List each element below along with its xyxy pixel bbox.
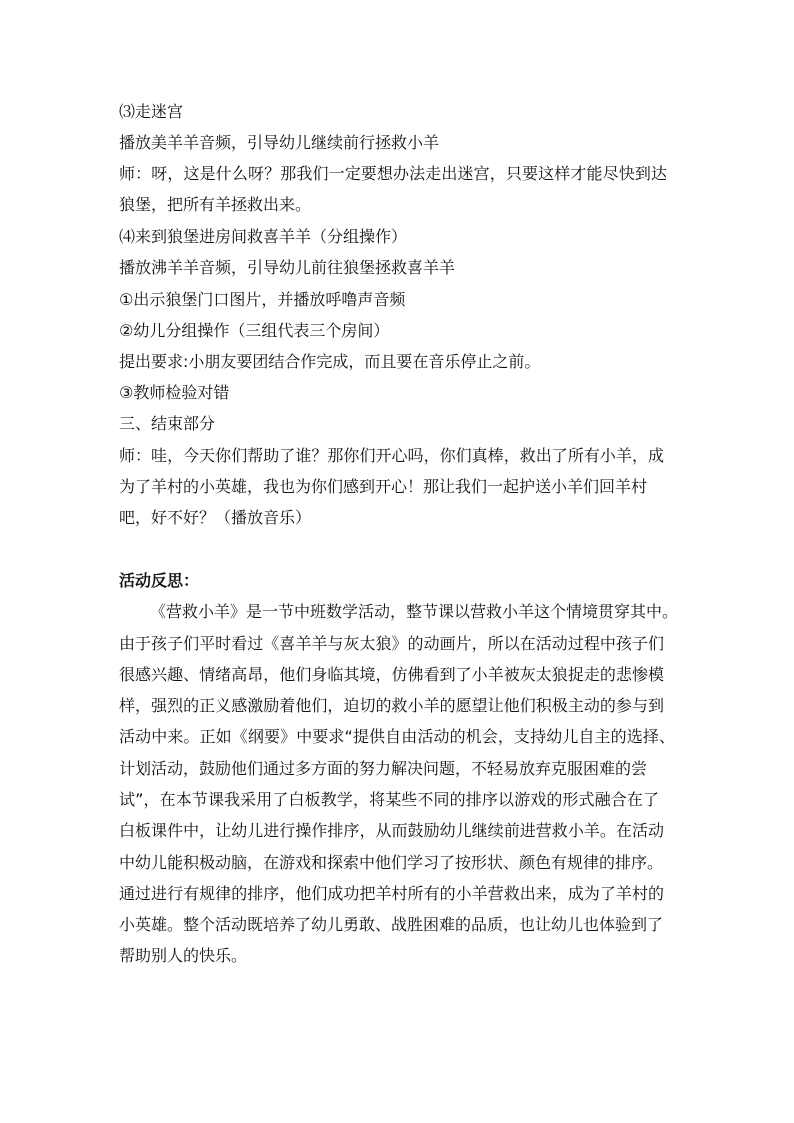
section-three-title: 三、结束部分 — [119, 414, 216, 433]
reflection-line: 很感兴趣、情绪高昂，他们身临其境，仿佛看到了小羊被灰太狼捉走的悲惨模 — [119, 665, 664, 684]
rescue-step-instruction: 播放沸羊羊音频，引导幼儿前往狼堡拯救喜羊羊 — [119, 258, 456, 277]
reflection-title: 活动反思： — [119, 571, 200, 590]
reflection-line: 帮助别人的快乐。 — [119, 946, 248, 965]
substep-1: ①出示狼堡门口图片，并播放呼噜声音频 — [119, 290, 406, 309]
reflection-line: 计划活动，鼓励他们通过多方面的努力解决问题，不轻易放弃克服困难的尝 — [119, 759, 648, 778]
rescue-step-title: ⑷来到狼堡进房间救喜羊羊（分组操作） — [119, 227, 408, 246]
reflection-line: 白板课件中，让幼儿进行操作排序，从而鼓励幼儿继续前进营救小羊。在活动 — [119, 821, 664, 840]
reflection-line: 小英雄。整个活动既培养了幼儿勇敢、战胜困难的品质，也让幼儿也体验到了 — [119, 915, 664, 934]
maze-step-instruction: 播放美羊羊音频，引导幼儿继续前行拯救小羊 — [119, 133, 440, 152]
reflection-line: 通过进行有规律的排序，他们成功把羊村所有的小羊营救出来，成为了羊村的 — [119, 884, 664, 903]
reflection-line: 试”，在本节课我采用了白板教学，将某些不同的排序以游戏的形式融合在了 — [119, 790, 659, 809]
reflection-line: 样，强烈的正义感激励着他们，迫切的救小羊的愿望让他们积极主动的参与到 — [119, 696, 664, 715]
closing-line-2: 为了羊村的小英雄，我也为你们感到开心！那让我们一起护送小羊们回羊村 — [119, 477, 648, 496]
requirement-text: 提出要求:小朋友要团结合作完成，而且要在音乐停止之前。 — [119, 352, 541, 371]
reflection-line: 由于孩子们平时看过《喜羊羊与灰太狼》的动画片，所以在活动过程中孩子们 — [119, 634, 664, 653]
teacher-dialogue-line-1: 师：呀，这是什么呀？那我们一定要想办法走出迷宫，只要这样才能尽快到达 — [119, 164, 667, 183]
reflection-line: 《营救小羊》是一节中班数学活动，整节课以营救小羊这个情境贯穿其中。 — [150, 602, 679, 621]
closing-line-1: 师：哇，今天你们帮助了谁？那你们开心吗，你们真棒，救出了所有小羊，成 — [119, 446, 664, 465]
maze-step-title: ⑶走迷宫 — [119, 102, 184, 121]
closing-line-3: 吧，好不好？（播放音乐） — [119, 508, 312, 527]
substep-2: ②幼儿分组操作（三组代表三个房间） — [119, 321, 390, 340]
teacher-dialogue-line-2: 狼堡，把所有羊拯救出来。 — [119, 195, 312, 214]
reflection-line: 中幼儿能积极动脑，在游戏和探索中他们学习了按形状、颜色有规律的排序。 — [119, 853, 664, 872]
substep-3: ③教师检验对错 — [119, 383, 230, 402]
reflection-line: 活动中来。正如《纲要》中要求“提供自由活动的机会，支持幼儿自主的选择、 — [119, 727, 675, 746]
